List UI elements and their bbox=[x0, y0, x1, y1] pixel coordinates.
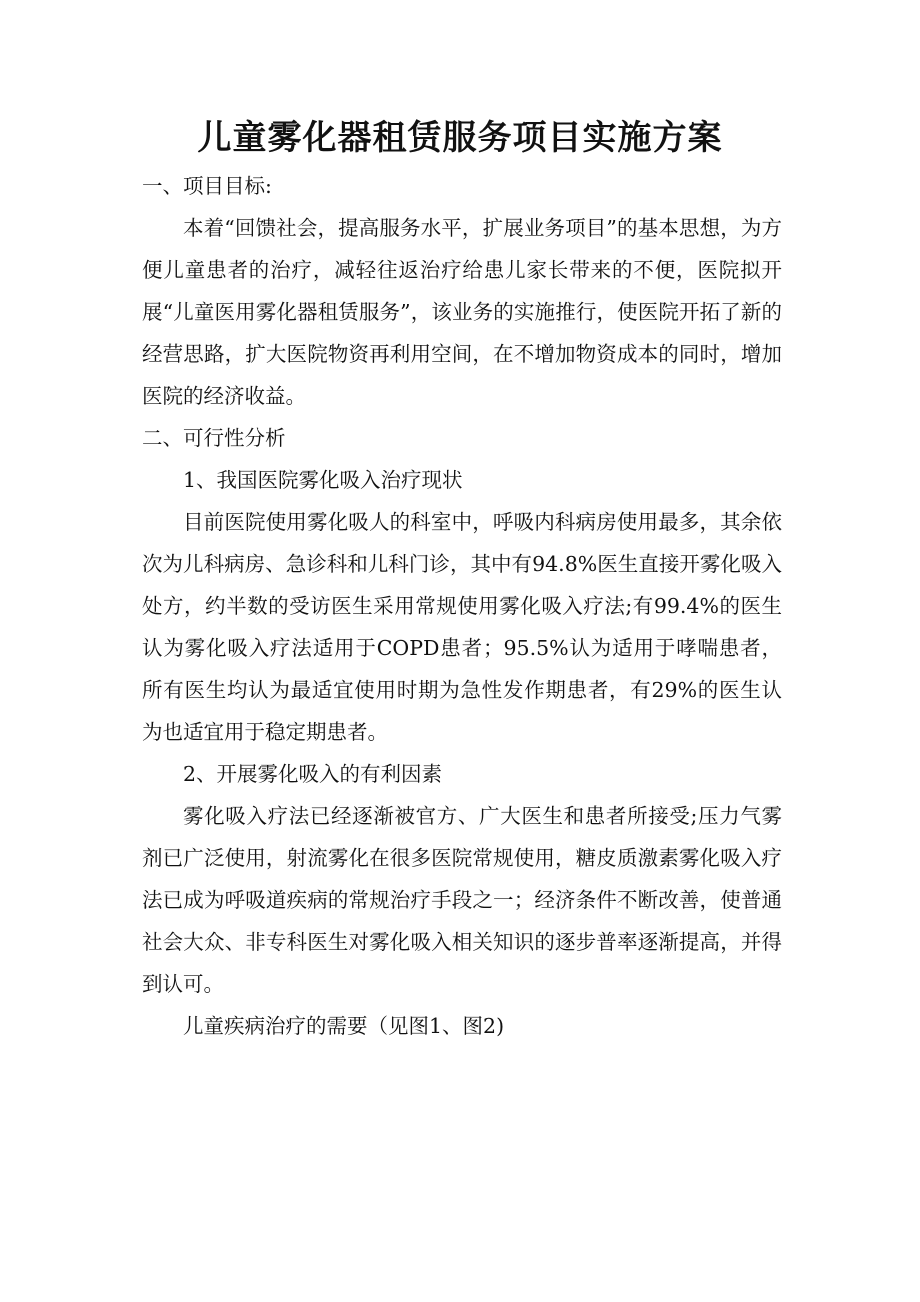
subheading-current-status: 1、我国医院雾化吸入治疗现状 bbox=[183, 468, 463, 492]
paragraph-current-status: 目前医院使用雾化吸人的科室中，呼吸内科病房使用最多，其余依次为儿科病房、急诊科和儿科门诊，其中有94.8%医生直接开雾化吸入处方，约半数的受访医生采用常规使用雾化吸入疗法;有99.4%的医生认为雾化吸入疗法适用于COPD患者；95.5%认为适用于哮喘患者，所有医生均认为最适宜使用时期为急性发作期患者，有29%的医生认为也适宜用于稳定期患者。 bbox=[142, 510, 782, 744]
document-body bbox=[142, 165, 782, 1047]
section-heading-feasibility: 二、可行性分析 bbox=[142, 426, 286, 450]
paragraph-goals: 本着“回馈社会，提高服务水平，扩展业务项目”的基本思想，为方便儿童患者的治疗，减轻往返治疗给患儿家长带来的不便，医院拟开展“儿童医用雾化器租赁服务”，该业务的实施推行，使医院开拓了新的经营思路，扩大医院物资再利用空间，在不增加物资成本的同时，增加医院的经济收益。 bbox=[142, 216, 782, 408]
section-heading-goals: 一、项目目标: bbox=[142, 174, 272, 198]
document-title: 儿童雾化器租赁服务项目实施方案 bbox=[197, 118, 723, 158]
paragraph-favorable-factors: 雾化吸入疗法已经逐渐被官方、广大医生和患者所接受;压力气雾剂已广泛使用，射流雾化在很多医院常规使用，糖皮质激素雾化吸入疗法已成为呼吸道疾病的常规治疗手段之一；经济条件不断改善，使普通社会大众、非专科医生对雾化吸入相关知识的逐步普率逐渐提高，并得到认可。 bbox=[142, 804, 782, 996]
paragraph-children-needs: 儿童疾病治疗的需要（见图1、图2) bbox=[183, 1014, 505, 1038]
subheading-favorable-factors: 2、开展雾化吸入的有利因素 bbox=[183, 762, 443, 786]
